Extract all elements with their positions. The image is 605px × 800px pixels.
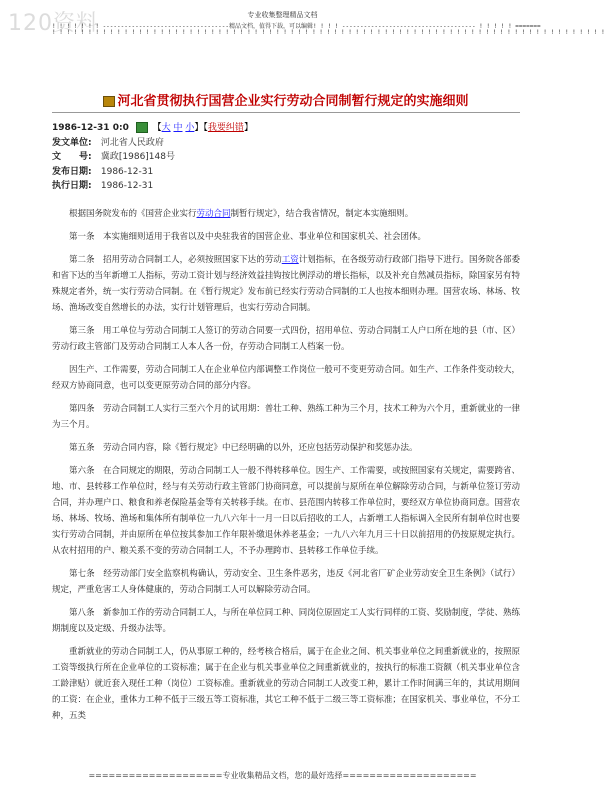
document-metadata [52,121,520,194]
title-divider [52,112,520,113]
article-7: 第七条 经劳动部门安全监察机构确认，劳动安全、卫生条件恶劣，违反《河北省厂矿企业劳动安全卫生条例》（试行）规定，严重危害工人身体健康的，劳动合同制工人可以解除劳动合同。 [52,569,520,595]
pubdate-value: 1986-12-31 [100,166,154,177]
issuer-label: 发文单位: [52,137,92,148]
article-8: 第八条 新参加工作的劳动合同制工人，与所在单位同工种、同岗位原固定工人实行同样的工资、奖励制度，学徒、熟练期制度以及定级、升级办法等。 [52,608,520,634]
header-tagline: 专业收集整理精品文档 [247,11,318,19]
article-5: 第五条 劳动合同内容，除《暂行规定》中已经明确的以外，还应包括劳动保护和奖惩办法。 [69,443,418,453]
report-error-link[interactable]: 我要纠错 [207,123,244,133]
article-3-note: 因生产、工作需要，劳动合同制工人在企业单位内部调整工作岗位一般可不变更劳动合同。如生产、工作条件变动较大，经双方协商同意，也可以变更原劳动合同的部分内容。 [52,365,520,391]
pubdate-label: 发布日期: [52,166,92,177]
document-body [52,206,520,731]
article-4: 第四条 劳动合同制工人实行三至六个月的试用期：普壮工种、熟练工种为三个月，技术工种为六个月，重新就业的一律为三个月。 [52,404,520,430]
docno-row [52,150,520,165]
font-size-bracket-open: 【 [152,123,162,133]
preamble-text-a: 根据国务院发布的《国营企业实行 [69,209,197,219]
header-divider: ! ! ! ! ! ! ! ! ! ! ! ! ! ! ! ! ! ! ! ! ! ! ! ! ! ! ! ! ! ! ! ! ! ! ! ! ! ! ! ! ! ! ! ! ! ! ! ! ! ! ! ! ! ! ! ! ! ! ! ! ! ! ! ! ! ! ! ! ! ! ! ! ! ! ! ! ! [52,29,605,36]
wages-link[interactable]: 工资 [281,255,299,265]
document-title [52,90,520,109]
docno-label: 文 号: [52,152,92,162]
publish-datetime: 1986-12-31 0:0 [52,123,129,133]
document-icon [103,96,115,107]
issuer-value: 河北省人民政府 [100,137,164,148]
image-icon[interactable] [136,122,148,133]
labor-contract-link[interactable]: 劳动合同 [196,209,231,219]
effdate-row [52,179,520,194]
preamble-paragraph [52,206,520,222]
article-2-text-a: 第二条 招用劳动合同制工人，必须按照国家下达的劳动 [69,255,282,265]
document-title-text: 河北省贯彻执行国营企业实行劳动合同制暂行规定的实施细则 [117,94,469,109]
article-8-note: 重新就业的劳动合同制工人，仍从事原工种的，经考核合格后，属于在企业之间、机关事业单位之间重新就业的，按照原工资等级执行所在企业单位的工资标准；属于在企业与机关事业单位之间重新就业的，按执行的标准工资额（机关事业单位含工龄津贴）就近套入现任工种（岗位）工资标准。重新就业的劳动合同制工人改变工种，累计工作时间满三年的，其试用期间的工资：在企业，重体力工种不低于三级五等工资标准，其它工种不低于二级三等工资标准；在国家机关、事业单位，不分工种，五类 [52,647,520,721]
preamble-text-b: 制暂行规定》，结合我省情况，制定本实施细则。 [230,209,414,219]
font-size-large-link[interactable]: 大 [161,123,171,133]
article-2 [52,252,520,316]
issuer-row [52,136,520,151]
watermark-logo: 120资料 [8,11,99,36]
font-size-small-link[interactable]: 小 [185,123,195,133]
pubdate-row [52,165,520,180]
font-size-medium-link[interactable]: 中 [173,123,183,133]
effdate-label: 执行日期: [52,181,92,191]
article-6: 第六条 在合同规定的期限，劳动合同制工人一般不得转移单位。因生产、工作需要，或按照国家有关规定，需要跨省、地、市、县转移工作单位时，经与有关劳动行政主管部门协商同意，可以提前与原所在单位解除劳动合同，与新单位签订劳动合同，并办理户口、粮食和养老保险基金等有关转移手续。在市、县范围内转移工作单位时，要经双方单位协商同意。国营农场、林场、牧场、渔场和集体所有制单位一九八六年十一月一日以后招收的工人，占新增工人指标调入全民所有制单位时也要实行劳动合同制，并由原所在单位按其参加工作年限补缴退休养老基金；一九八六年九月三十日以前招用的仍按原规定执行。从农村招用的户、粮关系不变的劳动合同制工人，不予办理跨市、县转移工作单位手续。 [52,466,520,556]
article-2-text-b: 计划指标，在各级劳动行政部门指导下进行。国务院各部委和省下达的当年新增工人指标，劳动工资计划与经济效益挂钩按比例浮动的增长指标，以及补充自然减员指标，除国家另有特殊规定者外，统一实行劳动合同制。在《暂行规定》发布前已经实行劳动合同制的工人也按本细则办理。国营农场、林场、牧场、渔场改变自然增长的办法，实行计划管理后，也实行劳动合同制。 [52,255,520,313]
report-bracket-open: 【 [203,123,208,133]
header-banner: ! ! ! ! ! ! ! -----------------------------------精品文档，值得下载，可以编辑! ! ! ! ------------------------------------- ! ! ! ! ! ======= [52,23,541,30]
article-3: 第三条 用工单位与劳动合同制工人签订的劳动合同要一式四份，招用单位、劳动合同制工人户口所在地的县（市、区）劳动行政主管部门及劳动合同制工人本人各一份，存劳动合同制工人档案一份。 [52,326,520,352]
datetime-row [52,121,520,136]
report-bracket-close: 】 [243,123,253,133]
article-1: 第一条 本实施细则适用于我省以及中央驻我省的国营企业、事业单位和国家机关、社会团体。 [69,232,427,242]
docno-value: 冀政[1986]148号 [100,152,175,162]
font-size-bracket-close: 】 [194,123,204,133]
effdate-value: 1986-12-31 [100,181,154,191]
page-footer: ====================专业收集精品文档，您的最好选择==================== [88,771,477,780]
